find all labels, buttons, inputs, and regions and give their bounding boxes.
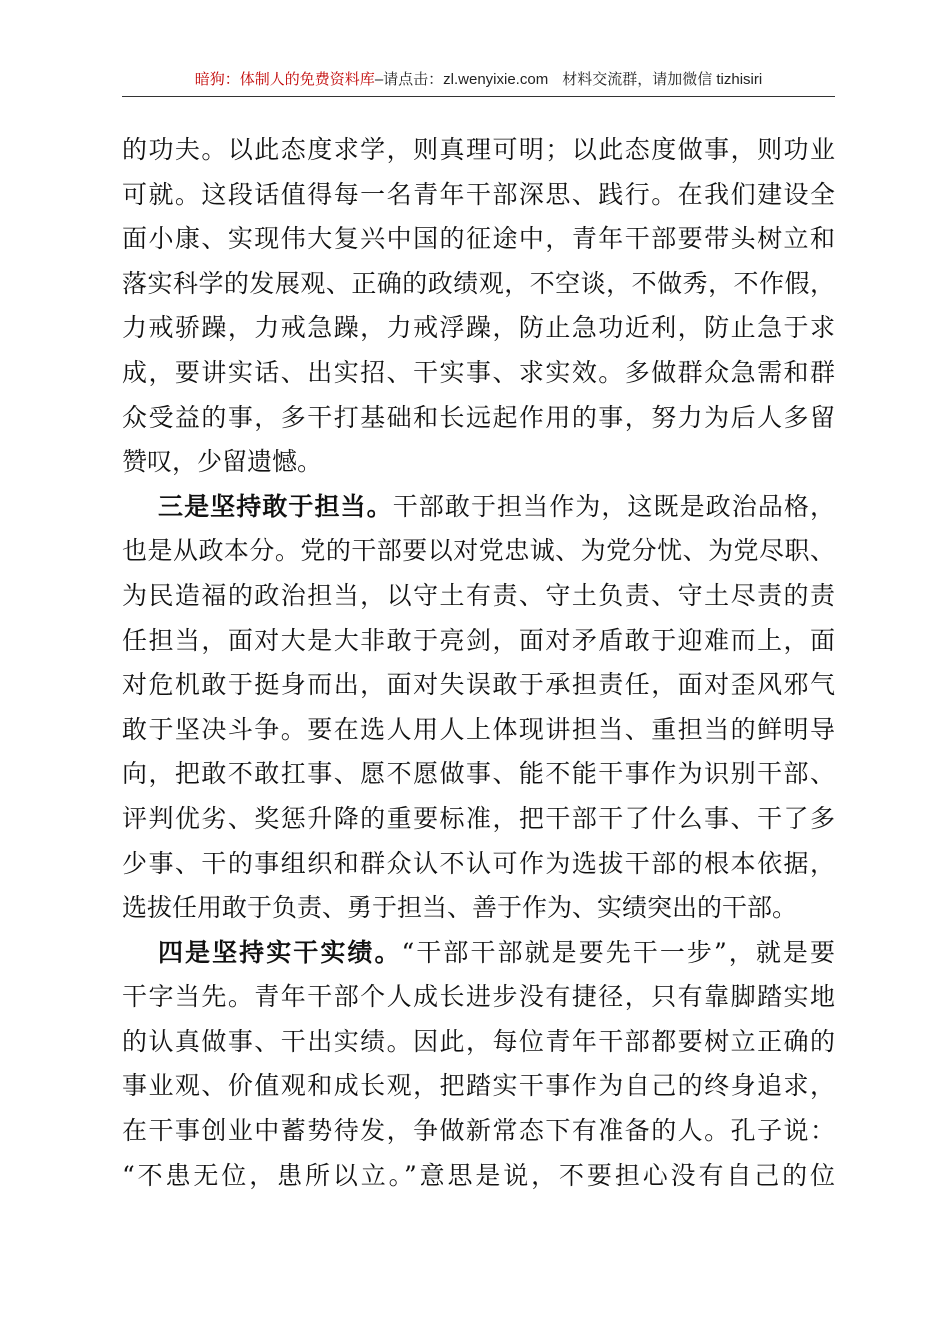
line-text: 赞叹，少留遗憾。 [122,447,323,477]
text-line [122,351,835,396]
line-text: 在干事创业中蓄势待发，争做新常态下有准备的人。孔子说： [122,1116,837,1146]
text-line [122,752,835,797]
line-text: 事业观、价值观和成长观，把踏实干事作为自己的终身追求， [122,1071,837,1101]
line-text: 向，把敢不敢扛事、愿不愿做事、能不能干事作为识别干部、 [122,759,837,789]
line-text: 任担当，面对大是大非敢于亮剑，面对矛盾敢于迎难而上，面 [122,625,837,655]
line-text: 少事、干的事组织和群众认不认可作为选拔干部的根本依据， [122,848,837,878]
text-line [122,663,835,708]
line-text: 的功夫。以此态度求学，则真理可明；以此态度做事，则功业 [122,135,837,164]
paragraph-2 [122,485,835,931]
line-rest: “干部干部就是要先干一步”，就是要 [401,937,838,967]
text-line [122,797,835,842]
line-text: 对危机敢于挺身而出，面对失误敢于承担责任，面对歪风邪气 [122,670,837,700]
text-line-first [122,485,835,530]
line-text: 面小康、实现伟大复兴中国的征途中，青年干部要带头树立和 [122,224,837,254]
text-line [122,1154,838,1199]
line-text: “不患无位，患所以立。”意思是说，不要担心没有自己的位 [122,1160,838,1190]
line-text: 可就。这段话值得每一名青年干部深思、践行。在我们建设全 [122,179,837,209]
text-line [122,1109,835,1154]
line-text [158,931,837,976]
line-text: 评判优劣、奖惩升降的重要标准，把干部干了什么事、干了多 [122,803,837,833]
text-line [122,262,835,307]
paragraph-lead: 四是坚持实干实绩。 [158,937,402,967]
document-body [122,128,838,1198]
text-line [122,1020,835,1065]
line-text: 成，要讲实话、出实招、干实事、求实效。多做群众急需和群 [122,357,837,387]
header-site-name: 暗狗：体制人的免费资料库 [194,71,375,88]
line-text: 众受益的事，多干打基础和长远起作用的事，努力为后人多留 [122,402,837,432]
line-text: 敢于坚决斗争。要在选人用人上体现讲担当、重担当的鲜明导 [122,714,837,744]
text-line [122,975,835,1020]
line-text: 力戒骄躁，力戒急躁，力戒浮躁，防止急功近利，防止急于求 [122,313,837,343]
text-line [122,529,835,574]
header-wechat-info: 材料交流群，请加微信 tizhisiri [562,71,763,88]
paragraph-1 [122,128,835,485]
page-header [122,68,835,97]
text-line [122,217,835,262]
text-line [122,306,835,351]
text-line [122,708,835,753]
paragraph-lead: 三是坚持敢于担当。 [158,491,393,521]
text-line [122,842,835,887]
text-line [122,574,835,619]
line-text: 也是从政本分。党的干部要以对党忠诚、为党分忧、为党尽职、 [122,536,836,566]
text-line-first [122,931,838,976]
line-rest: 干部敢于担当作为，这既是政治品格， [392,491,837,521]
text-line [122,1064,835,1109]
text-line [122,886,835,931]
line-text [158,485,836,530]
text-line [122,128,835,173]
line-text: 为民造福的政治担当，以守土有责、守土负责、守土尽责的责 [122,580,837,610]
line-text: 干字当先。青年干部个人成长进步没有捷径，只有靠脚踏实地 [122,982,837,1012]
text-line [122,396,835,441]
line-text: 选拔任用敢于负责、勇于担当、善于作为、实绩突出的干部。 [122,893,798,923]
line-text: 的认真做事、干出实绩。因此，每位青年干部都要树立正确的 [122,1026,837,1056]
text-line [122,173,835,218]
header-click-prompt: –请点击： [374,71,444,88]
paragraph-3 [122,931,838,1199]
header-link[interactable]: zl.wenyixie.com [443,71,549,88]
text-line [122,440,835,485]
text-line [122,619,835,664]
line-text: 落实科学的发展观、正确的政绩观，不空谈，不做秀，不作假， [122,268,836,298]
